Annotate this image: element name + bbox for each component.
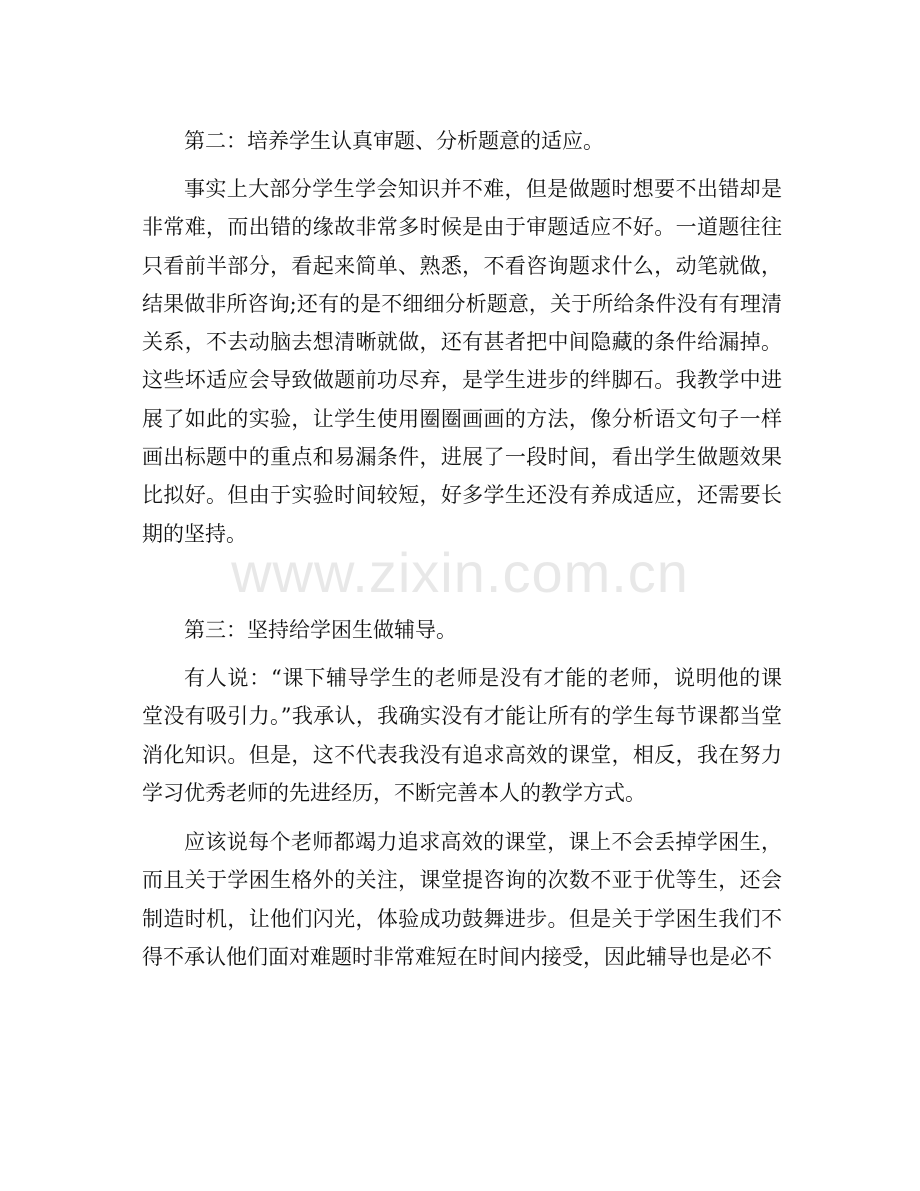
section-heading-3: 第三：坚持给学困生做辅导。: [184, 618, 457, 642]
section-heading-2: 第二：培养学生认真审题、分析题意的适应。: [184, 129, 604, 153]
paragraph-tutoring-opinion: 有人说：“课下辅导学生的老师是没有才能的老师，说明他的课堂没有吸引力。”我承认，我确实没有才能让所有的学生每节课都当堂消化知识。但是，这不代表我没有追求高效的课堂，相反，我在努力学习优秀老师的先进经历，不断完善本人的教学方式。: [142, 666, 782, 805]
paragraph-review-habits: 事实上大部分学生学会知识并不难，但是做题时想要不出错却是非常难，而出错的缘故非常多时候是由于审题适应不好。一道题往往只看前半部分，看起来简单、熟悉，不看咨询题求什么，动笔就做，结果做非所咨询;还有的是不细细分析题意，关于所给条件没有有理清关系，不去动脑去想清晰就做，还有甚者把中间隐藏的条件给漏掉。这些坏适应会导致做题前功尽弃，是学生进步的绊脚石。我教学中进展了如此的实验，让学生使用圈圈画画的方法，像分析语文句子一样画出标题中的重点和易漏条件，进展了一段时间，看出学生做题效果比拟好。但由于实验时间较短，好多学生还没有养成适应，还需要长期的坚持。: [142, 177, 782, 546]
paragraph-efficient-classroom: 应该说每个老师都竭力追求高效的课堂，课上不会丢掉学困生，而且关于学困生格外的关注，课堂提咨询的次数不亚于优等生，还会制造时机，让他们闪光，体验成功鼓舞进步。但是关于学困生我们不得不承认他们面对难题时非常难短在时间内接受，因此辅导也是必不: [142, 830, 782, 969]
watermark: www.zixin.com.cn: [231, 541, 689, 604]
